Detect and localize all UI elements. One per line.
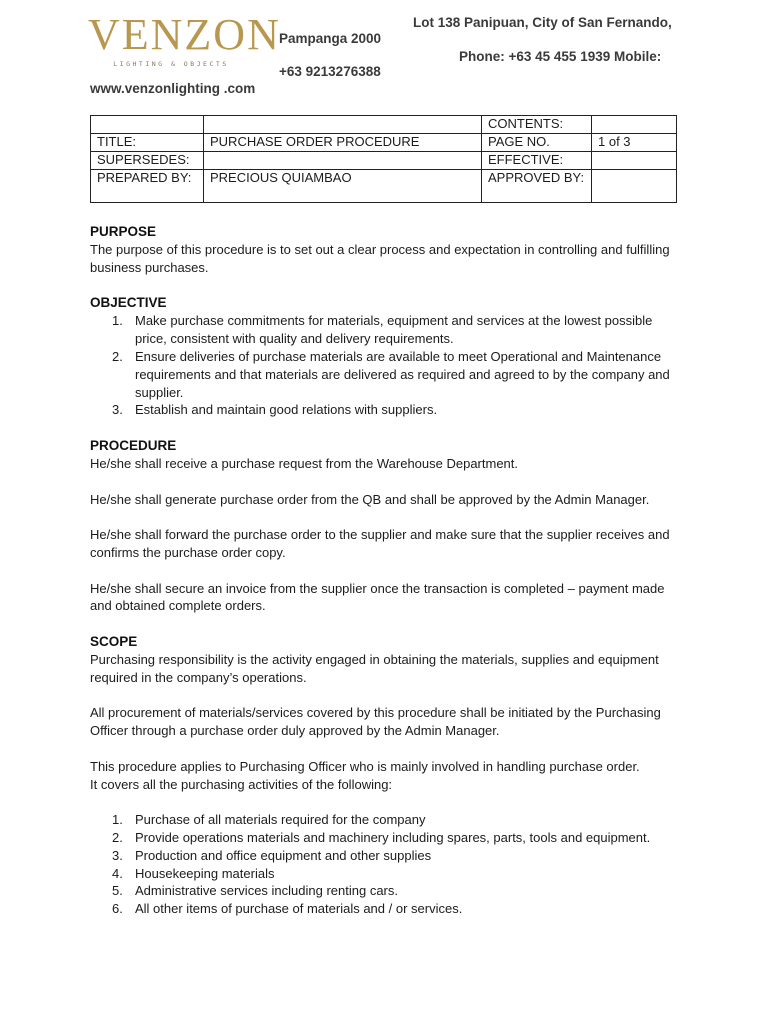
logo-tagline: LIGHTING & OBJECTS	[113, 60, 229, 68]
procedure-paragraph: He/she shall forward the purchase order to the supplier and make sure that the supplier receives and confirms the purchase order copy.	[90, 527, 670, 560]
list-item	[90, 829, 680, 847]
list-number: 1.	[112, 313, 123, 329]
procedure-paragraph: He/she shall generate purchase order from the QB and shall be approved by the Admin Manager.	[90, 491, 650, 507]
scope-paragraph: Purchasing responsibility is the activity engaged in obtaining the materials, supplies and equipment required in the company’s operations.	[90, 651, 659, 685]
list-item-text: Purchase of all materials required for the company	[135, 812, 426, 828]
address-line-2: Pampanga 2000	[279, 31, 382, 46]
company-logo	[88, 10, 281, 72]
mobile-number: +63 9213276388	[279, 64, 381, 79]
list-item	[90, 847, 680, 865]
list-number: 3.	[112, 847, 123, 863]
approved-by-label: APPROVED BY:	[482, 170, 592, 203]
scope-heading: SCOPE	[90, 633, 138, 649]
contents-label: CONTENTS:	[482, 116, 592, 134]
title-label: TITLE:	[91, 134, 204, 152]
list-number: 3.	[112, 402, 123, 418]
list-item-text: Make purchase commitments for materials, equipment and services at the lowest possible price, consistent with quality and delivery requirements.	[135, 313, 653, 347]
contents-value	[592, 116, 677, 134]
supersedes-value	[204, 152, 482, 170]
table-cell	[91, 116, 204, 134]
list-item	[90, 882, 680, 900]
scope-paragraph: All procurement of materials/services covered by this procedure shall be initiated by the Purchasing Officer through a purchase order duly approved by the Admin Manager.	[90, 705, 661, 739]
scope-applies-line: This procedure applies to Purchasing Officer who is mainly involved in handling purchase order.	[90, 758, 640, 774]
document-body	[90, 223, 680, 918]
effective-label: EFFECTIVE:	[482, 152, 592, 170]
procedure-paragraph: He/she shall secure an invoice from the supplier once the transaction is completed – payment made and obtained complete orders.	[90, 580, 665, 614]
scope-list	[90, 811, 680, 918]
list-item	[90, 312, 680, 348]
list-item	[90, 348, 680, 401]
address-line-1: Lot 138 Panipuan, City of San Fernando,	[413, 15, 672, 30]
list-item	[90, 811, 680, 829]
table-row	[91, 152, 677, 170]
list-number: 6.	[112, 901, 123, 917]
list-number: 5.	[112, 883, 123, 899]
list-item-text: Ensure deliveries of purchase materials are available to meet Operational and Maintenance requirements and that materials are delivered as required and agreed to by the company and supplier.	[135, 348, 670, 400]
approved-by-value	[592, 170, 677, 203]
page-no-value: 1 of 3	[592, 134, 677, 152]
document-control-table	[90, 115, 677, 203]
list-number: 4.	[112, 865, 123, 881]
procedure-heading: PROCEDURE	[90, 437, 177, 453]
table-row	[91, 170, 677, 203]
scope-covers-line: It covers all the purchasing activities of the following:	[90, 776, 393, 792]
purpose-text: The purpose of this procedure is to set out a clear process and expectation in controlling and fulfilling business purchases.	[90, 242, 670, 275]
title-value: PURCHASE ORDER PROCEDURE	[204, 134, 482, 152]
list-item	[90, 865, 680, 883]
effective-value	[592, 152, 677, 170]
objective-list	[90, 312, 680, 419]
prepared-by-value: PRECIOUS QUIAMBAO	[204, 170, 482, 203]
table-row	[91, 134, 677, 152]
list-item	[90, 401, 680, 419]
list-item-text: Establish and maintain good relations with suppliers.	[135, 402, 438, 418]
list-number: 2.	[112, 348, 123, 364]
procedure-paragraph: He/she shall receive a purchase request from the Warehouse Department.	[90, 455, 519, 471]
objective-heading: OBJECTIVE	[90, 295, 167, 311]
list-number: 2.	[112, 829, 123, 845]
table-row	[91, 116, 677, 134]
table-cell	[204, 116, 482, 134]
list-item-text: Provide operations materials and machinery including spares, parts, tools and equipment.	[135, 829, 651, 845]
logo-wordmark: VENZON	[88, 10, 281, 59]
list-number: 1.	[112, 812, 123, 828]
prepared-by-label: PREPARED BY:	[91, 170, 204, 203]
list-item-text: All other items of purchase of materials and / or services.	[135, 901, 463, 917]
list-item-text: Housekeeping materials	[135, 865, 275, 881]
purpose-heading: PURPOSE	[90, 224, 157, 239]
list-item	[90, 900, 680, 918]
supersedes-label: SUPERSEDES:	[91, 152, 204, 170]
list-item-text: Administrative services including renting cars.	[135, 883, 398, 899]
list-item-text: Production and office equipment and other supplies	[135, 847, 432, 863]
phone-line: Phone: +63 45 455 1939 Mobile:	[459, 49, 662, 64]
page-no-label: PAGE NO.	[482, 134, 592, 152]
website-link[interactable]: www.venzonlighting .com	[90, 81, 256, 96]
